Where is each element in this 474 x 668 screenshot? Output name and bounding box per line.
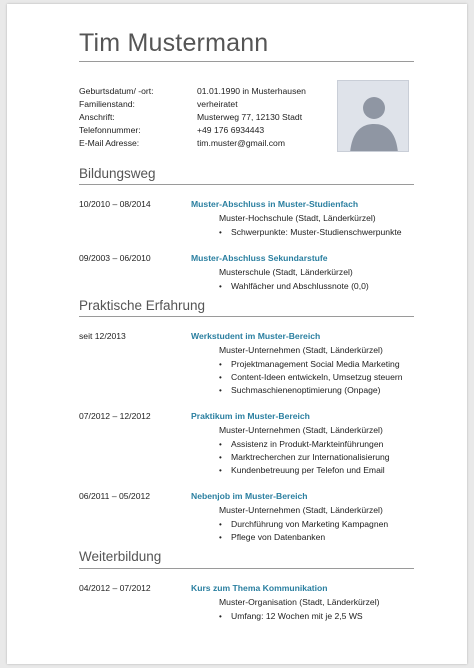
entry-title: Praktikum im Muster-Bereich xyxy=(191,411,310,421)
entry-date: 06/2011 – 05/2012 xyxy=(79,491,151,501)
entry-title: Werkstudent im Muster-Bereich xyxy=(191,331,321,341)
list-item: • Suchmaschienenoptimierung (Onpage) xyxy=(219,385,381,395)
entry-org: Muster-Unternehmen (Stadt, Länderkürzel) xyxy=(219,345,383,355)
training-divider xyxy=(79,568,414,569)
label-phone: Telefonnummer: xyxy=(79,125,141,135)
section-training: Weiterbildung xyxy=(79,549,162,564)
entry-date: 09/2003 – 06/2010 xyxy=(79,253,151,263)
entry-title: Nebenjob im Muster-Bereich xyxy=(191,491,308,501)
education-divider xyxy=(79,184,414,185)
list-item: • Umfang: 12 Wochen mit je 2,5 WS xyxy=(219,611,363,621)
entry-title: Kurs zum Thema Kommunikation xyxy=(191,583,328,593)
entry-org: Muster-Organisation (Stadt, Länderkürzel) xyxy=(219,597,380,607)
bullet-icon: • xyxy=(219,520,222,529)
entry-date: 04/2012 – 07/2012 xyxy=(79,583,151,593)
list-item: • Durchführung von Marketing Kampagnen xyxy=(219,519,389,529)
label-email: E-Mail Adresse: xyxy=(79,138,140,148)
entry-org: Muster-Unternehmen (Stadt, Länderkürzel) xyxy=(219,425,383,435)
bullet-icon: • xyxy=(219,228,222,237)
entry-org: Muster-Hochschule (Stadt, Länderkürzel) xyxy=(219,213,376,223)
value-birth: 01.01.1990 in Musterhausen xyxy=(197,86,306,96)
value-address: Musterweg 77, 12130 Stadt xyxy=(197,112,303,122)
value-phone: +49 176 6934443 xyxy=(197,125,265,135)
bullet-icon: • xyxy=(219,440,222,449)
entry-title: Muster-Abschluss in Muster-Studienfach xyxy=(191,199,359,209)
list-item: • Assistenz in Produkt-Markteinführungen xyxy=(219,439,384,449)
list-item: • Marktrecherchen zur Internationalisierung xyxy=(219,452,390,462)
list-item: • Wahlfächer und Abschlussnote (0,0) xyxy=(219,281,369,291)
entry-title: Muster-Abschluss Sekundarstufe xyxy=(191,253,328,263)
bullet-icon: • xyxy=(219,533,222,542)
value-email: tim.muster@gmail.com xyxy=(197,138,285,148)
cv-page xyxy=(7,4,467,664)
experience-divider xyxy=(79,316,414,317)
entry-org: Muster-Unternehmen (Stadt, Länderkürzel) xyxy=(219,505,383,515)
label-birth: Geburtsdatum/ -ort: xyxy=(79,86,154,96)
page-title: Tim Mustermann xyxy=(79,29,269,57)
label-marital: Familienstand: xyxy=(79,99,135,109)
entry-date: 07/2012 – 12/2012 xyxy=(79,411,151,421)
entry-date: seit 12/2013 xyxy=(79,331,126,341)
person-silhouette-icon xyxy=(338,81,409,152)
label-address: Anschrift: xyxy=(79,112,115,122)
list-item: • Projektmanagement Social Media Marketing xyxy=(219,359,400,369)
entry-org: Musterschule (Stadt, Länderkürzel) xyxy=(219,267,353,277)
entry-date: 10/2010 – 08/2014 xyxy=(79,199,151,209)
bullet-icon: • xyxy=(219,386,222,395)
list-item: • Schwerpunkte: Muster-Studienschwerpunkte xyxy=(219,227,402,237)
list-item: • Content-Ideen entwickeln, Umsetzug steuern xyxy=(219,372,403,382)
title-divider xyxy=(79,61,414,62)
bullet-icon: • xyxy=(219,360,222,369)
list-item: • Kundenbetreuung per Telefon und Email xyxy=(219,465,385,475)
bullet-icon: • xyxy=(219,282,222,291)
bullet-icon: • xyxy=(219,466,222,475)
section-experience: Praktische Erfahrung xyxy=(79,298,206,313)
section-education: Bildungsweg xyxy=(79,166,156,181)
bullet-icon: • xyxy=(219,612,222,621)
bullet-icon: • xyxy=(219,453,222,462)
value-marital: verheiratet xyxy=(197,99,238,109)
bullet-icon: • xyxy=(219,373,222,382)
list-item: • Pflege von Datenbanken xyxy=(219,532,326,542)
profile-photo xyxy=(337,80,409,152)
